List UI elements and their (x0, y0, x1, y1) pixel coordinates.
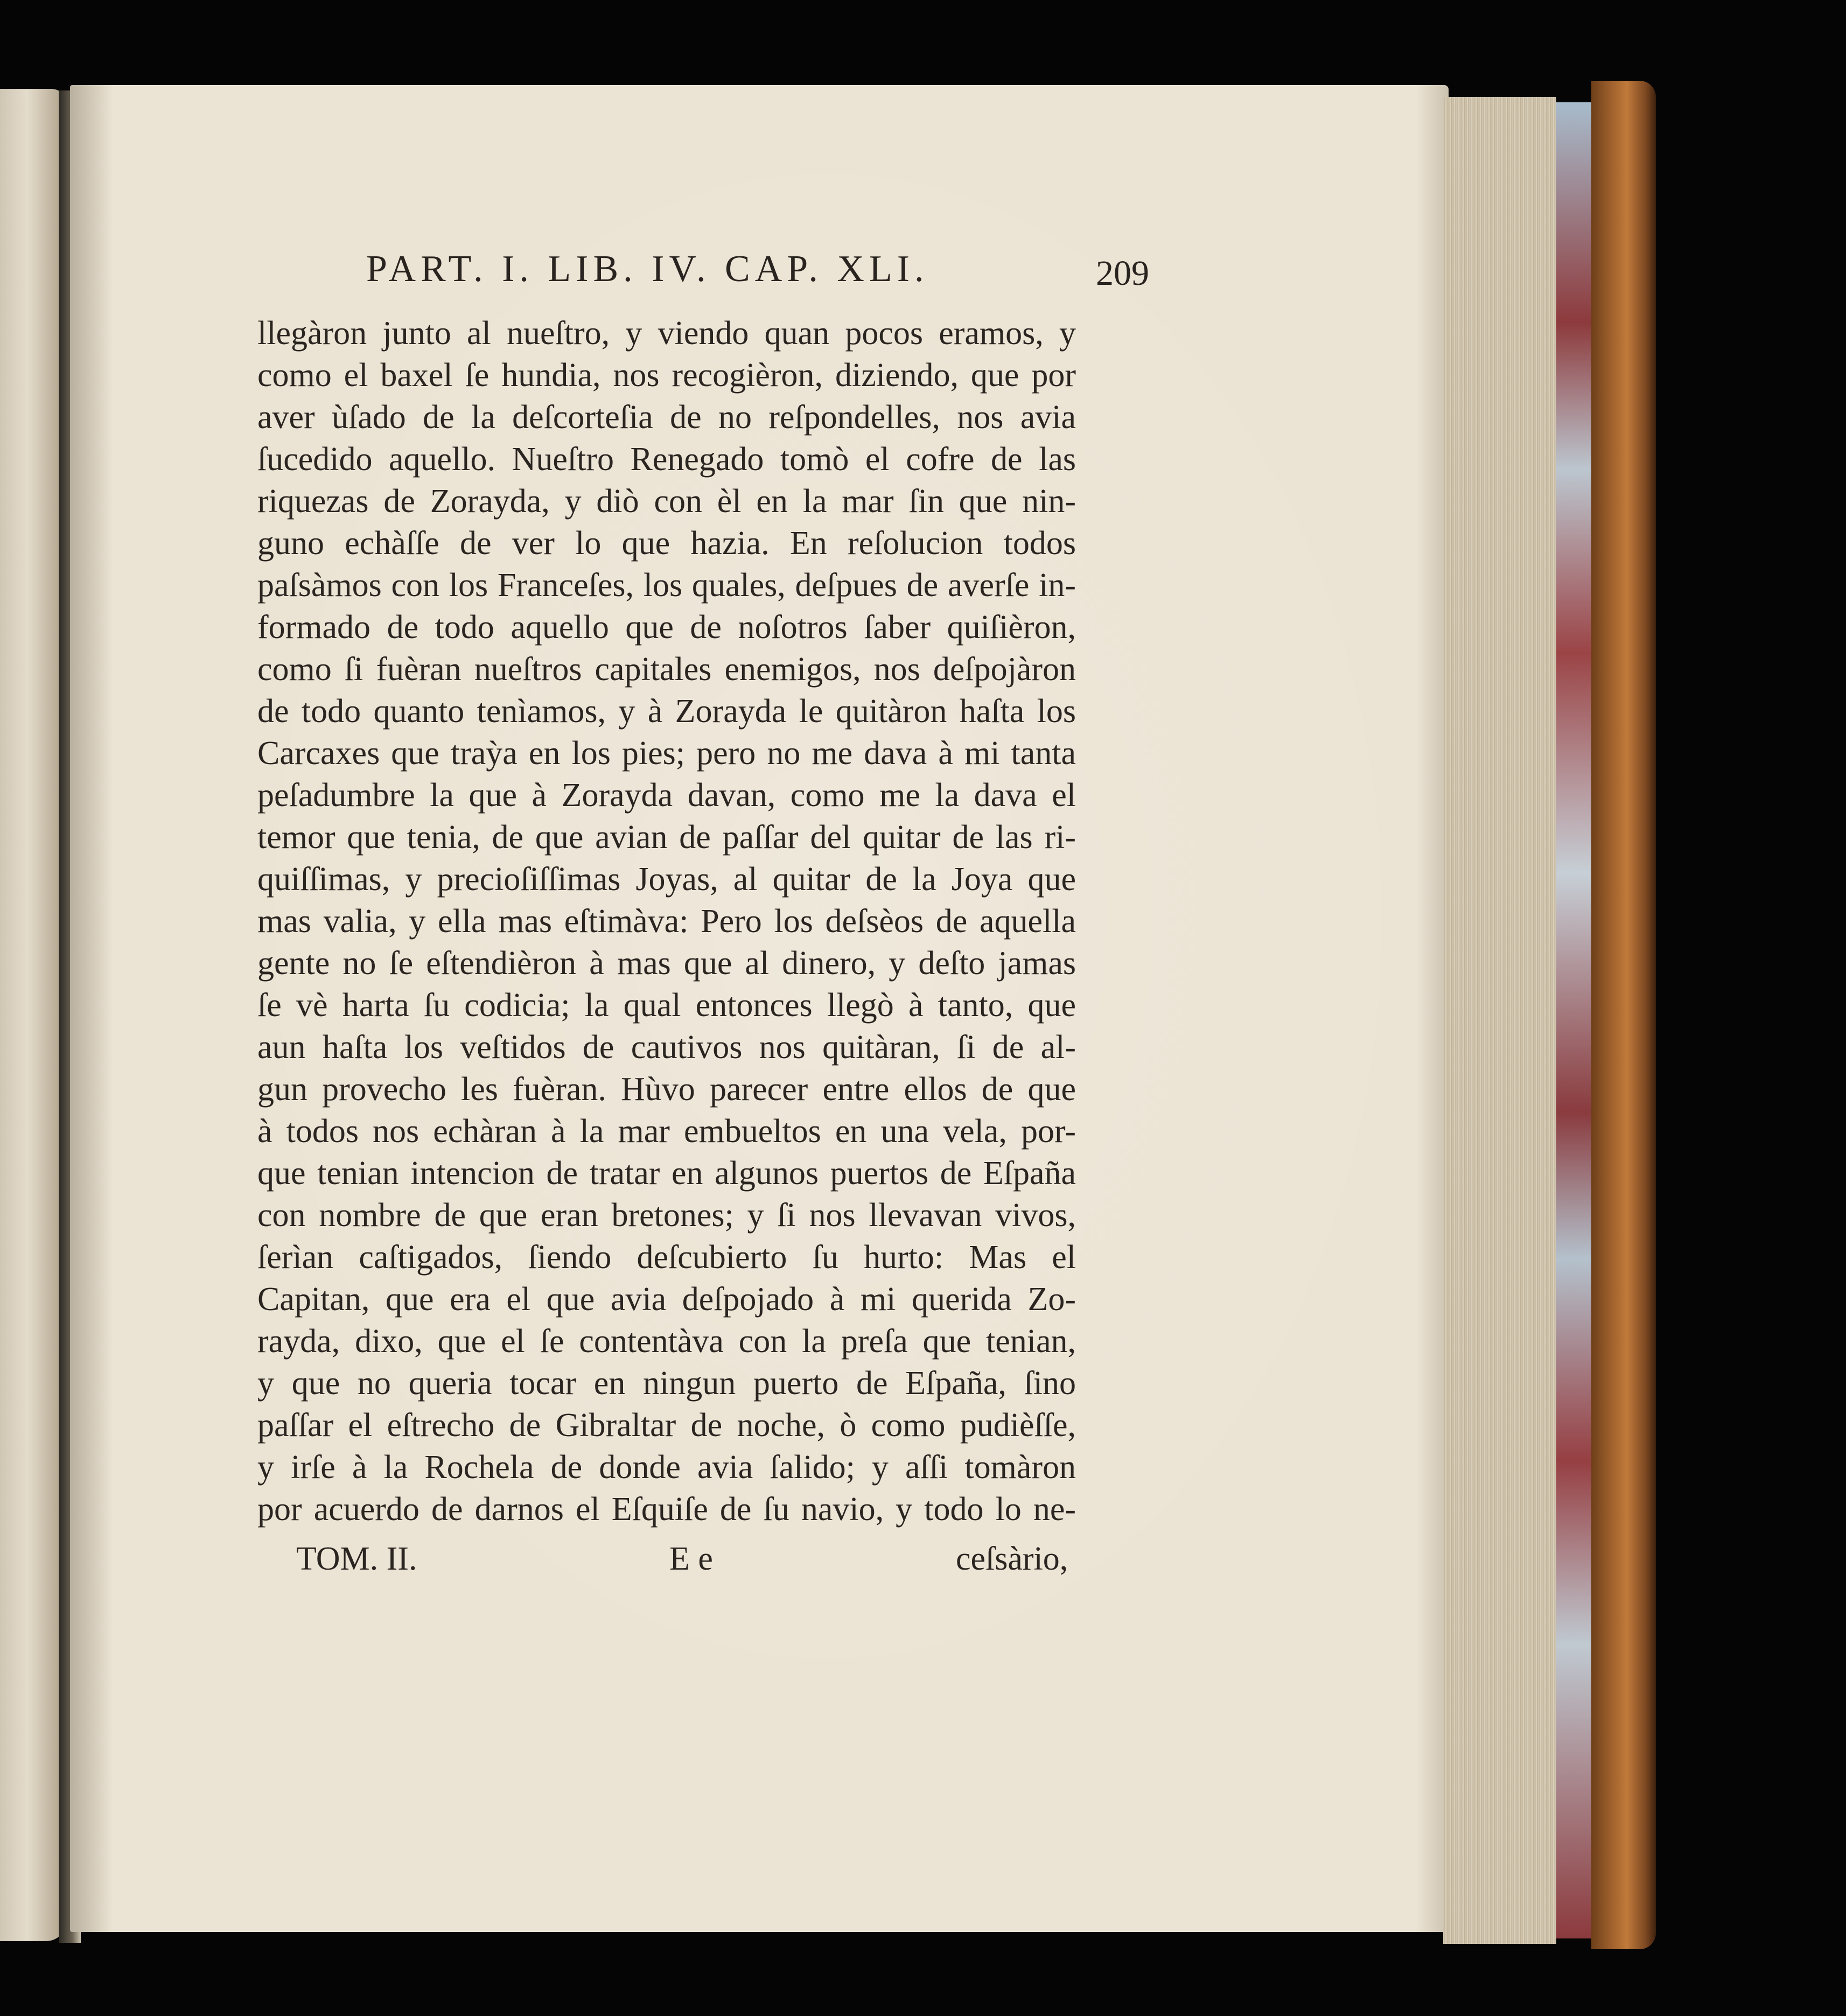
left-page-edge (0, 89, 67, 1941)
text-line: ſe vè harta ſu codicia; la qual entonces llegò à tanto, que (257, 987, 1076, 1024)
volume-mark: TOM. II. (296, 1541, 417, 1577)
text-line: con nombre de que eran bretones; y ſi nos llevavan vivos, (257, 1197, 1076, 1234)
text-line: de todo quanto tenìamos, y à Zorayda le quitàron haſta los (257, 693, 1076, 730)
text-line: y que no queria tocar en ningun puerto de Eſpaña, ſino (257, 1365, 1076, 1402)
text-line: guno echàſſe de ver lo que hazia. En reſolucion todos (257, 525, 1076, 562)
text-line: que tenian intencion de tratar en algunos puertos de Eſpaña (257, 1155, 1076, 1192)
marbled-endpaper (1556, 102, 1594, 1938)
page-number: 209 (1096, 254, 1149, 293)
leather-cover (1591, 81, 1656, 1949)
text-line: ſucedido aquello. Nueſtro Renegado tomò el cofre de las (257, 441, 1076, 478)
text-line: riquezas de Zorayda, y diò con èl en la mar ſin que nin- (257, 483, 1076, 520)
text-line: aun haſta los veſtidos de cautivos nos quitàran, ſi de al- (257, 1029, 1076, 1066)
text-line: y irſe à la Rochela de donde avia ſalido; y aſſi tomàron (257, 1449, 1076, 1486)
catchword: ceſsàrio, (956, 1541, 1068, 1577)
text-line: por acuerdo de darnos el Eſquiſe de ſu navio, y todo lo ne- (257, 1491, 1076, 1528)
text-line: aver ùſado de la deſcorteſia de no reſpondelles, nos avia (257, 399, 1076, 436)
text-line: ſerìan caſtigados, ſiendo deſcubierto ſu hurto: Mas el (257, 1239, 1076, 1276)
text-line: llegàron junto al nueſtro, y viendo quan pocos eramos, y (257, 315, 1076, 352)
text-line: mas valia, y ella mas eſtimàva: Pero los deſsèos de aquella (257, 903, 1076, 940)
text-line: Carcaxes que traỳa en los pies; pero no me dava à mi tanta (257, 735, 1076, 772)
text-line: como ſi fuèran nueſtros capitales enemigos, nos deſpojàron (257, 651, 1076, 688)
text-line: Capitan, que era el que avia deſpojado à mi querida Zo- (257, 1281, 1076, 1318)
text-line: gente no ſe eſtendièron à mas que al dinero, y deſto jamas (257, 945, 1076, 982)
text-line: como el baxel ſe hundia, nos recogièron, diziendo, que por (257, 357, 1076, 394)
text-line: paſſar el eſtrecho de Gibraltar de noche, ò como pudièſſe, (257, 1407, 1076, 1444)
text-line: formado de todo aquello que de noſotros ſaber quiſièron, (257, 609, 1076, 646)
text-line: paſsàmos con los Franceſes, los quales, deſpues de averſe in- (257, 567, 1076, 604)
running-head: PART. I. LIB. IV. CAP. XLI. (366, 248, 929, 290)
text-line: gun provecho les fuèran. Hùvo parecer entre ellos de que (257, 1071, 1076, 1108)
text-line: peſadumbre la que à Zorayda davan, como me la dava el (257, 777, 1076, 814)
text-line: à todos nos echàran à la mar embueltos en una vela, por- (257, 1113, 1076, 1150)
text-line: temor que tenia, de que avian de paſſar del quitar de las ri- (257, 819, 1076, 856)
signature-mark: E e (669, 1541, 713, 1577)
page-edges (1443, 97, 1556, 1944)
text-line: quiſſimas, y precioſiſſimas Joyas, al quitar de la Joya que (257, 861, 1076, 898)
text-line: rayda, dixo, que el ſe contentàva con la preſa que tenian, (257, 1323, 1076, 1360)
